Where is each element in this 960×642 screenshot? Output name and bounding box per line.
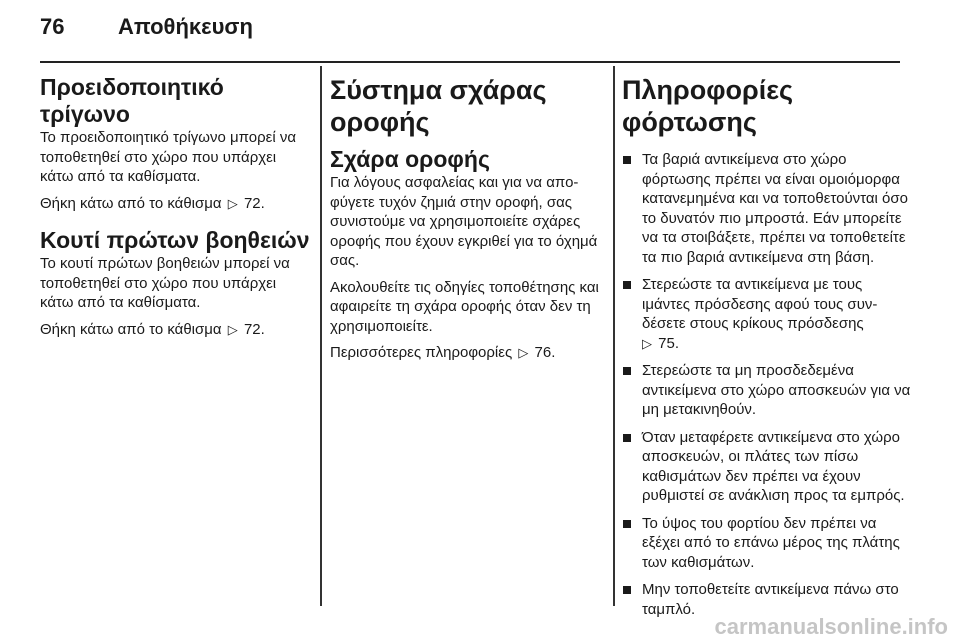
page-reference-arrow-icon: ▷ <box>642 335 652 351</box>
list-item <box>622 150 912 267</box>
page-reference-arrow-icon: ▷ <box>227 195 238 211</box>
first-aid-reference <box>40 320 310 340</box>
column-3 <box>622 74 912 627</box>
reference-page: 76. <box>534 344 556 361</box>
list-item-text: Όταν μεταφέρετε αντικείμενα στο χώρο αποσκευών, οι πλάτες των πίσω καθισμάτων δεν πρέπει να έχουν ρυθμιστεί σε ανάκλιση προς τα εμπρός. <box>642 428 905 504</box>
reference-text: Περισσότερες πληροφορίες <box>330 344 513 361</box>
column-divider-1 <box>320 66 322 606</box>
reference-page: 72. <box>243 194 265 212</box>
list-item <box>622 361 912 420</box>
list-item <box>622 275 912 353</box>
list-item <box>622 514 912 573</box>
square-bullet-icon <box>623 281 631 289</box>
roof-rack-text-2: Ακολουθείτε τις οδηγίες τοποθέτησης και αφαιρείτε τη σχάρα οροφής όταν δεν τη χρησιμοποιείτε. <box>330 278 599 335</box>
list-item-text: Στερεώστε τα μη προσδεδεμένα αντικείμενα στο χώρο αποσκευών για να μη μετακινηθούν. <box>642 362 911 418</box>
page-header <box>40 14 920 46</box>
page-title: Αποθήκευση <box>118 14 253 39</box>
reference-page: 75. <box>658 334 680 352</box>
header-rule <box>40 61 900 63</box>
roof-rack-system-heading: Σύστημα σχάρας οροφής <box>330 75 547 137</box>
square-bullet-icon <box>623 520 631 528</box>
page-reference-arrow-icon: ▷ <box>227 321 238 337</box>
square-bullet-icon <box>623 156 631 164</box>
roof-rack-heading: Σχάρα οροφής <box>330 146 490 172</box>
list-item-text: Μην τοποθετείτε αντικείμενα πάνω στο ταμπλό. <box>642 581 899 618</box>
list-item-text: Το ύψος του φορτίου δεν πρέπει να εξέχει από το επάνω μέρος της πλάτης των καθισμάτων. <box>642 514 900 571</box>
warning-triangle-reference <box>40 194 310 214</box>
first-aid-heading: Κουτί πρώτων βοηθειών <box>40 227 310 253</box>
square-bullet-icon <box>623 367 631 375</box>
list-item <box>622 428 912 506</box>
reference-text: Θήκη κάτω από το κάθισμα <box>40 194 222 212</box>
warning-triangle-text: Το προειδοποιητικό τρίγωνο μπορεί να τοποθετηθεί στο χώρο που υπάρχει κάτω από τα καθίσματα. <box>40 129 297 185</box>
list-item-text: Στερεώστε τα αντικείμενα με τους ιμάντες πρόσδεσης αφού τους συνδέσετε στους κρίκους πρόσδεσης <box>642 276 878 332</box>
loading-info-list <box>622 150 912 619</box>
list-item-text: Τα βαριά αντικείμενα στο χώρο φόρτωσης πρέπει να είναι ομοιόμορφα κατανεμημένα και να τοποθετούνται όσο το δυνατόν πιο μπροστά. Εάν μπορείτε να τα στοιβάξετε, πρέπει να τοποθετείτε τα πιο βαριά αντικείμενα στη βάση. <box>642 151 908 266</box>
reference-page: 72. <box>243 320 265 338</box>
column-2 <box>330 74 606 370</box>
square-bullet-icon <box>623 586 631 594</box>
page-number: 76 <box>40 14 65 39</box>
watermark: carmanualsonline.info <box>714 614 948 639</box>
column-1 <box>40 74 310 346</box>
reference-text: Θήκη κάτω από το κάθισμα <box>40 320 222 338</box>
loading-info-heading: Πληροφορίες φόρτωσης <box>622 75 794 137</box>
column-divider-2 <box>613 66 615 606</box>
first-aid-text: Το κουτί πρώτων βοηθειών μπορεί να τοποθετηθεί στο χώρο που υπάρχει κάτω από τα καθίσματα. <box>40 255 290 311</box>
roof-rack-text-1: Για λόγους ασφαλείας και για να αποφύγετε τυχόν ζημιά στην οροφή, σας συνιστούμε να χρησιμοποιείτε σχάρες οροφής που έχουν εγκριθεί για το όχημά σας. <box>330 174 598 269</box>
roof-rack-reference <box>330 343 606 363</box>
square-bullet-icon <box>623 434 631 442</box>
warning-triangle-heading: Προειδοποιητικό τρίγωνο <box>40 74 224 127</box>
page-reference-arrow-icon: ▷ <box>518 345 529 360</box>
